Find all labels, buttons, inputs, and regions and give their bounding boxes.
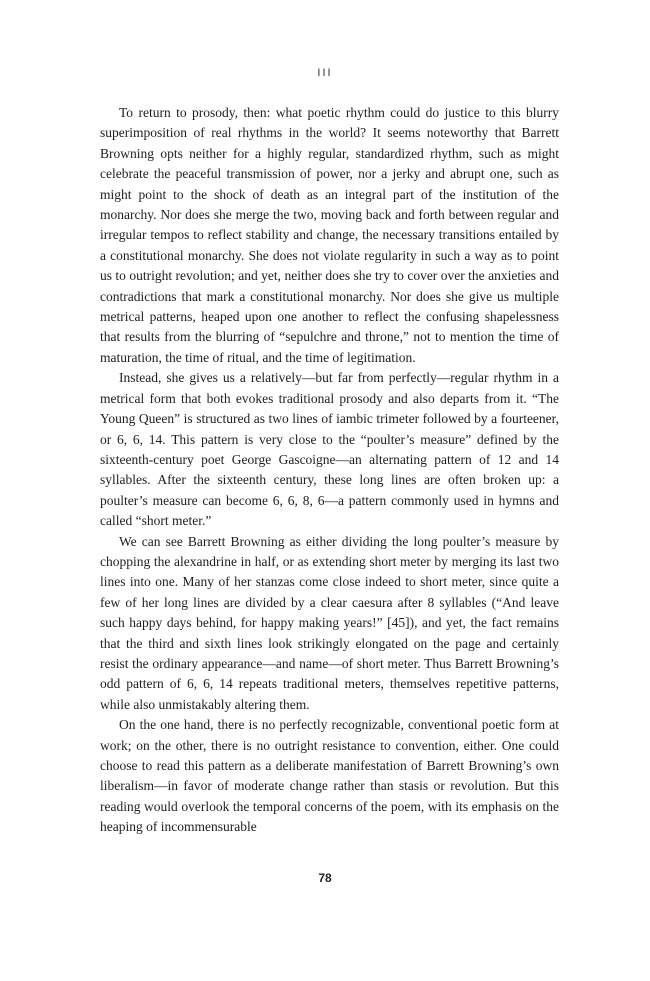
paragraph-3: We can see Barrett Browning as either dividing the long poulter’s measure by chopping the alexandrine in half, or as extending short meter by merging its last two lines into one. Many of her stanzas come close indeed to short meter, since quite a few of her long lines are divided by a clear caesura after 8 syllables (“And leave such happy days behind, for happy making years!” [45]), and yet, the fact remains that the third and sixth lines look strikingly elongated on the page and certainly resist the ordinary appearance—and name—of short meter. Thus Barrett Browning’s odd pattern of 6, 6, 14 repeats traditional meters, themselves repetitive patterns, while also unmistakably altering them.	[100, 533, 559, 712]
paragraph-2: Instead, she gives us a relatively—but far from perfectly—regular rhythm in a metrical form that both evokes traditional prosody and also departs from it. “The Young Queen” is structured as two lines of iambic trimeter followed by a fourteener, or 6, 6, 14. This pattern is very close to the “poulter’s measure” defined by the sixteenth-century poet George Gascoigne—an alternating pattern of 12 and 14 syllables. After the sixteenth century, these long lines are often broken up: a poulter’s measure can become 6, 6, 8, 6—a pattern commonly used in hymns and called “short meter.”	[100, 370, 559, 529]
paragraph-1: To return to prosody, then: what poetic rhythm could do justice to this blurry superimposition of real rhythms in the world? It seems noteworthy that Barrett Browning opts neither for a highly regular, standardized rhythm, such as might celebrate the peaceful transmission of power, nor a jerky and abrupt one, such as might point to the shock of death as an integral part of the institution of the monarchy. Nor does she merge the two, moving back and forth between regular and irregular tempos to reflect stability and change, the necessary transitions entailed by a constitutional monarchy. She does not violate regularity in such a way as to point us to outright revolution; and yet, neither does she try to cover over the anxieties and contradictions that mark a constitutional monarchy. Nor does she give us multiple metrical patterns, heaped upon one another to reflect the confusing shapelessness that results from the blurring of “sepulchre and throne,” not to mention the time of maturation, the time of ritual, and the time of legitimation.	[100, 105, 559, 365]
page-number: 78	[318, 871, 332, 885]
section-number: III	[317, 67, 333, 79]
body-text	[100, 103, 559, 838]
paragraph-4: On the one hand, there is no perfectly recognizable, conventional poetic form at work; on the other, there is no outright resistance to convention, either. One could choose to read this pattern as a deliberate manifestation of Barrett Browning’s own liberalism—in favor of moderate change rather than stasis or revolution. But this reading would overlook the temporal concerns of the poem, with its emphasis on the heaping of incommensurable	[100, 717, 559, 835]
